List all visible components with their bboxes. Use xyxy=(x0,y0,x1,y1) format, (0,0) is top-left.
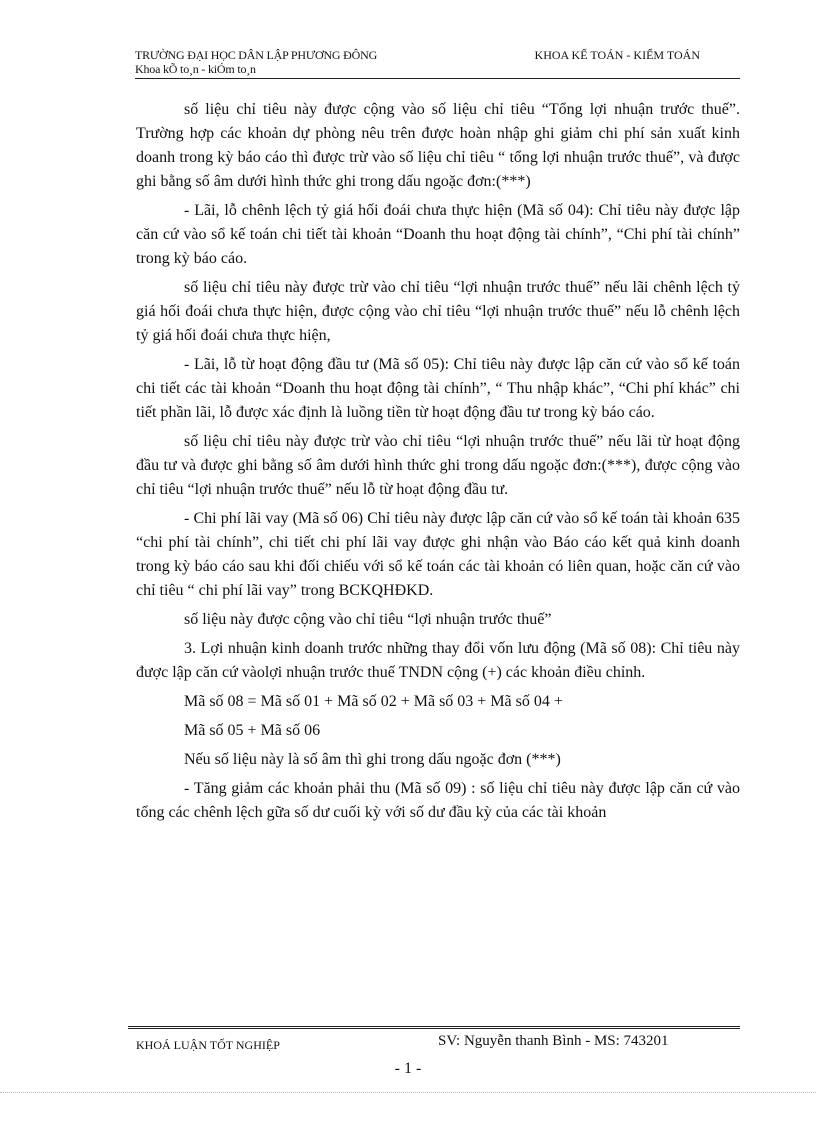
paragraph: - Tăng giảm các khoản phải thu (Mã số 09) : số liệu chỉ tiêu này được lập căn cứ vào tổng các chênh lệch gữa số dư cuối kỳ với số dư đầu kỳ của các tài khoản xyxy=(136,780,740,821)
thesis-label: KHOÁ LUẬN TỐT NGHIỆP xyxy=(136,1038,280,1052)
page-header xyxy=(135,48,740,79)
paragraph: - Lãi, lỗ từ hoạt động đầu tư (Mã số 05): Chỉ tiêu này được lập căn cứ vào sổ kế toán chi tiết các tài khoản “Doanh thu hoạt động tài chính”, “ Thu nhập khác”, “Chi phí khác” chi tiết phần lãi, lỗ được xác định là luồng tiền từ hoạt động đầu tư trong kỳ báo cáo. xyxy=(136,356,740,421)
paragraph: số liệu này được cộng vào chỉ tiêu “lợi nhuận trước thuế” xyxy=(184,611,552,628)
header-left xyxy=(135,48,377,76)
formula-line: Mã số 08 = Mã số 01 + Mã số 02 + Mã số 03 + Mã số 04 + xyxy=(184,693,563,710)
page-bottom-rule xyxy=(0,1092,816,1093)
paragraph: số liệu chỉ tiêu này được trừ vào chỉ tiêu “lợi nhuận trước thuế” nếu lãi từ hoạt động đầu tư và được ghi bằng số âm dưới hình thức ghi trong dấu ngoặc đơn:(***), được cộng vào chỉ tiêu “lợi nhuận trước thuế” nếu lỗ từ hoạt động đầu tư. xyxy=(136,433,740,498)
paragraph: - Lãi, lỗ chênh lệch tỷ giá hối đoái chưa thực hiện (Mã số 04): Chỉ tiêu này được lập căn cứ vào sổ kế toán chi tiết tài khoản “Doanh thu hoạt động tài chính”, “Chi phí tài chính” trong kỳ báo cáo. xyxy=(136,202,740,267)
formula-line: Mã số 05 + Mã số 06 xyxy=(184,722,321,739)
page-footer xyxy=(128,1026,740,1057)
document-body xyxy=(136,98,740,830)
faculty-name-right: KHOA KẾ TOÁN - KIỂM TOÁN xyxy=(534,48,700,62)
paragraph: số liệu chỉ tiêu này được trừ vào chỉ tiêu “lợi nhuận trước thuế” nếu lãi chênh lệch tỷ giá hối đoái chưa thực hiện, được cộng vào chỉ tiêu “lợi nhuận trước thuế” nếu lỗ chênh lệch tỷ giá hối đoái chưa thực hiện, xyxy=(136,279,740,344)
faculty-name-left: Khoa kÕ to¸n - kiÓm to¸n xyxy=(135,62,256,76)
paragraph: - Chi phí lãi vay (Mã số 06) Chỉ tiêu này được lập căn cứ vào sổ kế toán tài khoản 635 “chi phí tài chính”, chi tiết chi phí lãi vay được ghi nhận vào Báo cáo kết quả kinh doanh trong kỳ báo cáo sau khi đối chiếu với sổ kế toán các tài khoản có liên quan, hoặc căn cứ vào chỉ tiêu “ chi phí lãi vay” trong BCKQHĐKD. xyxy=(136,510,740,599)
student-info: SV: Nguyễn thanh Bình - MS: 743201 xyxy=(438,1033,669,1049)
page-number: - 1 - xyxy=(394,1060,422,1077)
paragraph: 3. Lợi nhuận kinh doanh trước những thay đổi vốn lưu động (Mã số 08): Chỉ tiêu này được lập căn cứ vàolợi nhuận trước thuế TNDN cộng (+) các khoản điều chỉnh. xyxy=(136,640,740,681)
school-name: TRƯỜNG ĐẠI HỌC DÂN LẬP PHƯƠNG ĐÔNG xyxy=(135,48,378,62)
paragraph: số liệu chỉ tiêu này được cộng vào số liệu chỉ tiêu “Tổng lợi nhuận trước thuế”. Trường hợp các khoản dự phòng nêu trên được hoàn nhập ghi giảm chi phí sản xuất kinh doanh trong kỳ báo cáo thì được trừ vào số liệu chỉ tiêu “ tổng lợi nhuận trước thuế”, và được ghi bằng số âm dưới hình thức ghi trong dấu ngoặc đơn:(***) xyxy=(136,101,740,190)
paragraph: Nếu số liệu này là số âm thì ghi trong dấu ngoặc đơn (***) xyxy=(184,751,561,768)
